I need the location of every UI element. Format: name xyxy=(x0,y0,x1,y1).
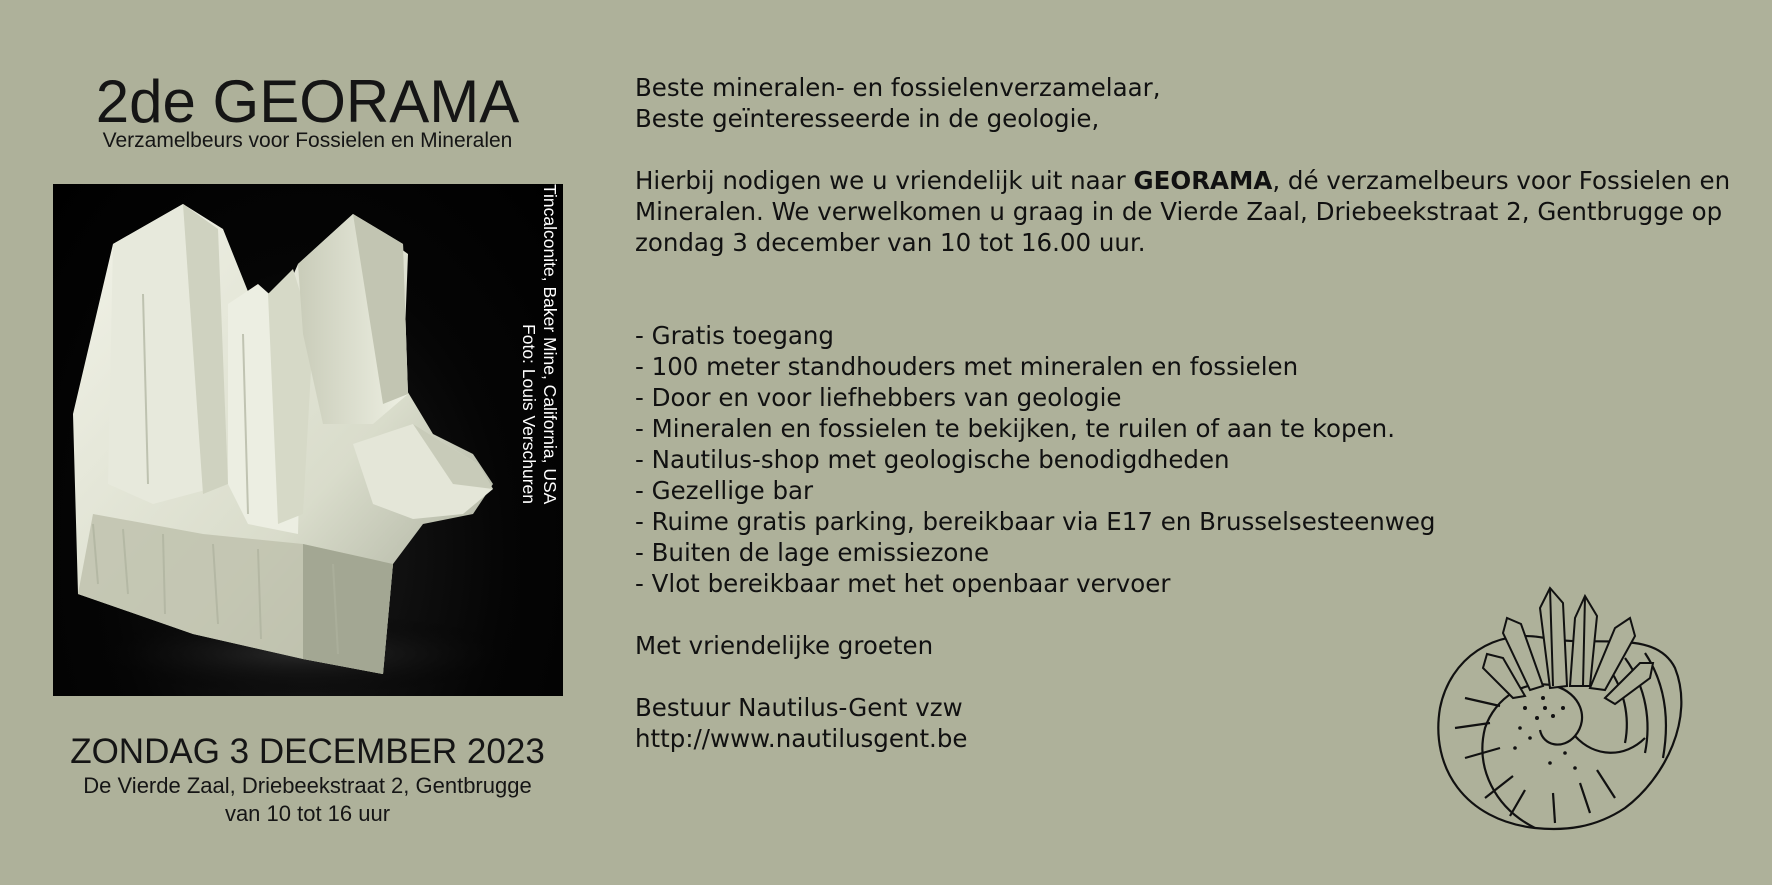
list-item: - Nautilus-shop met geologische benodigdheden xyxy=(635,445,1230,474)
list-item: - Mineralen en fossielen te bekijken, te ruilen of aan te kopen. xyxy=(635,414,1395,443)
event-date: ZONDAG 3 DECEMBER 2023 xyxy=(70,732,545,771)
closing-line: Met vriendelijke groeten xyxy=(635,631,934,660)
event-title: 2de GEORAMA xyxy=(95,68,520,135)
list-item: - Vlot bereikbaar met het openbaar vervoer xyxy=(635,569,1171,598)
list-item: - 100 meter standhouders met mineralen en fossielen xyxy=(635,352,1299,381)
signature: Bestuur Nautilus-Gent vzw xyxy=(635,693,963,722)
intro-text-end: , dé verzamelbeurs voor Fossielen en Mineralen. We verwelkomen u graag in de Vierde Zaal, Driebeekstraat 2, Gentbrugge op zondag 3 december van 10 tot 16.00 uur. xyxy=(635,166,1731,257)
event-hours: van 10 tot 16 uur xyxy=(224,801,391,826)
intro-paragraph xyxy=(635,165,1755,258)
photo-caption-credit: Foto: Louis Verschuren xyxy=(519,324,539,504)
website-link[interactable]: http://www.nautilusgent.be xyxy=(635,724,968,753)
list-item: - Gezellige bar xyxy=(635,476,814,505)
poster-panel xyxy=(0,0,615,885)
mineral-photo xyxy=(53,184,563,696)
event-venue xyxy=(0,772,615,828)
greeting-line-2: Beste geïnteresseerde in de geologie, xyxy=(635,104,1100,133)
list-item: - Gratis toegang xyxy=(635,321,834,350)
tincalconite-crystal-image xyxy=(53,184,563,696)
venue-address: De Vierde Zaal, Driebeekstraat 2, Gentbrugge xyxy=(83,773,532,798)
nautilus-crystal-icon xyxy=(1425,558,1695,838)
photo-caption xyxy=(516,184,560,504)
intro-text-start: Hierbij nodigen we u vriendelijk uit naar xyxy=(635,166,1134,195)
photo-caption-mineral: Tincalconite, Baker Mine, California, USA xyxy=(540,184,560,505)
intro-event-name: GEORAMA xyxy=(1133,166,1273,195)
list-item: - Ruime gratis parking, bereikbaar via E17 en Brusselsesteenweg xyxy=(635,507,1436,536)
list-item: - Buiten de lage emissiezone xyxy=(635,538,990,567)
greeting-line-1: Beste mineralen- en fossielenverzamelaar, xyxy=(635,73,1161,102)
event-subtitle: Verzamelbeurs voor Fossielen en Mineralen xyxy=(102,129,513,152)
list-item: - Door en voor liefhebbers van geologie xyxy=(635,383,1122,412)
